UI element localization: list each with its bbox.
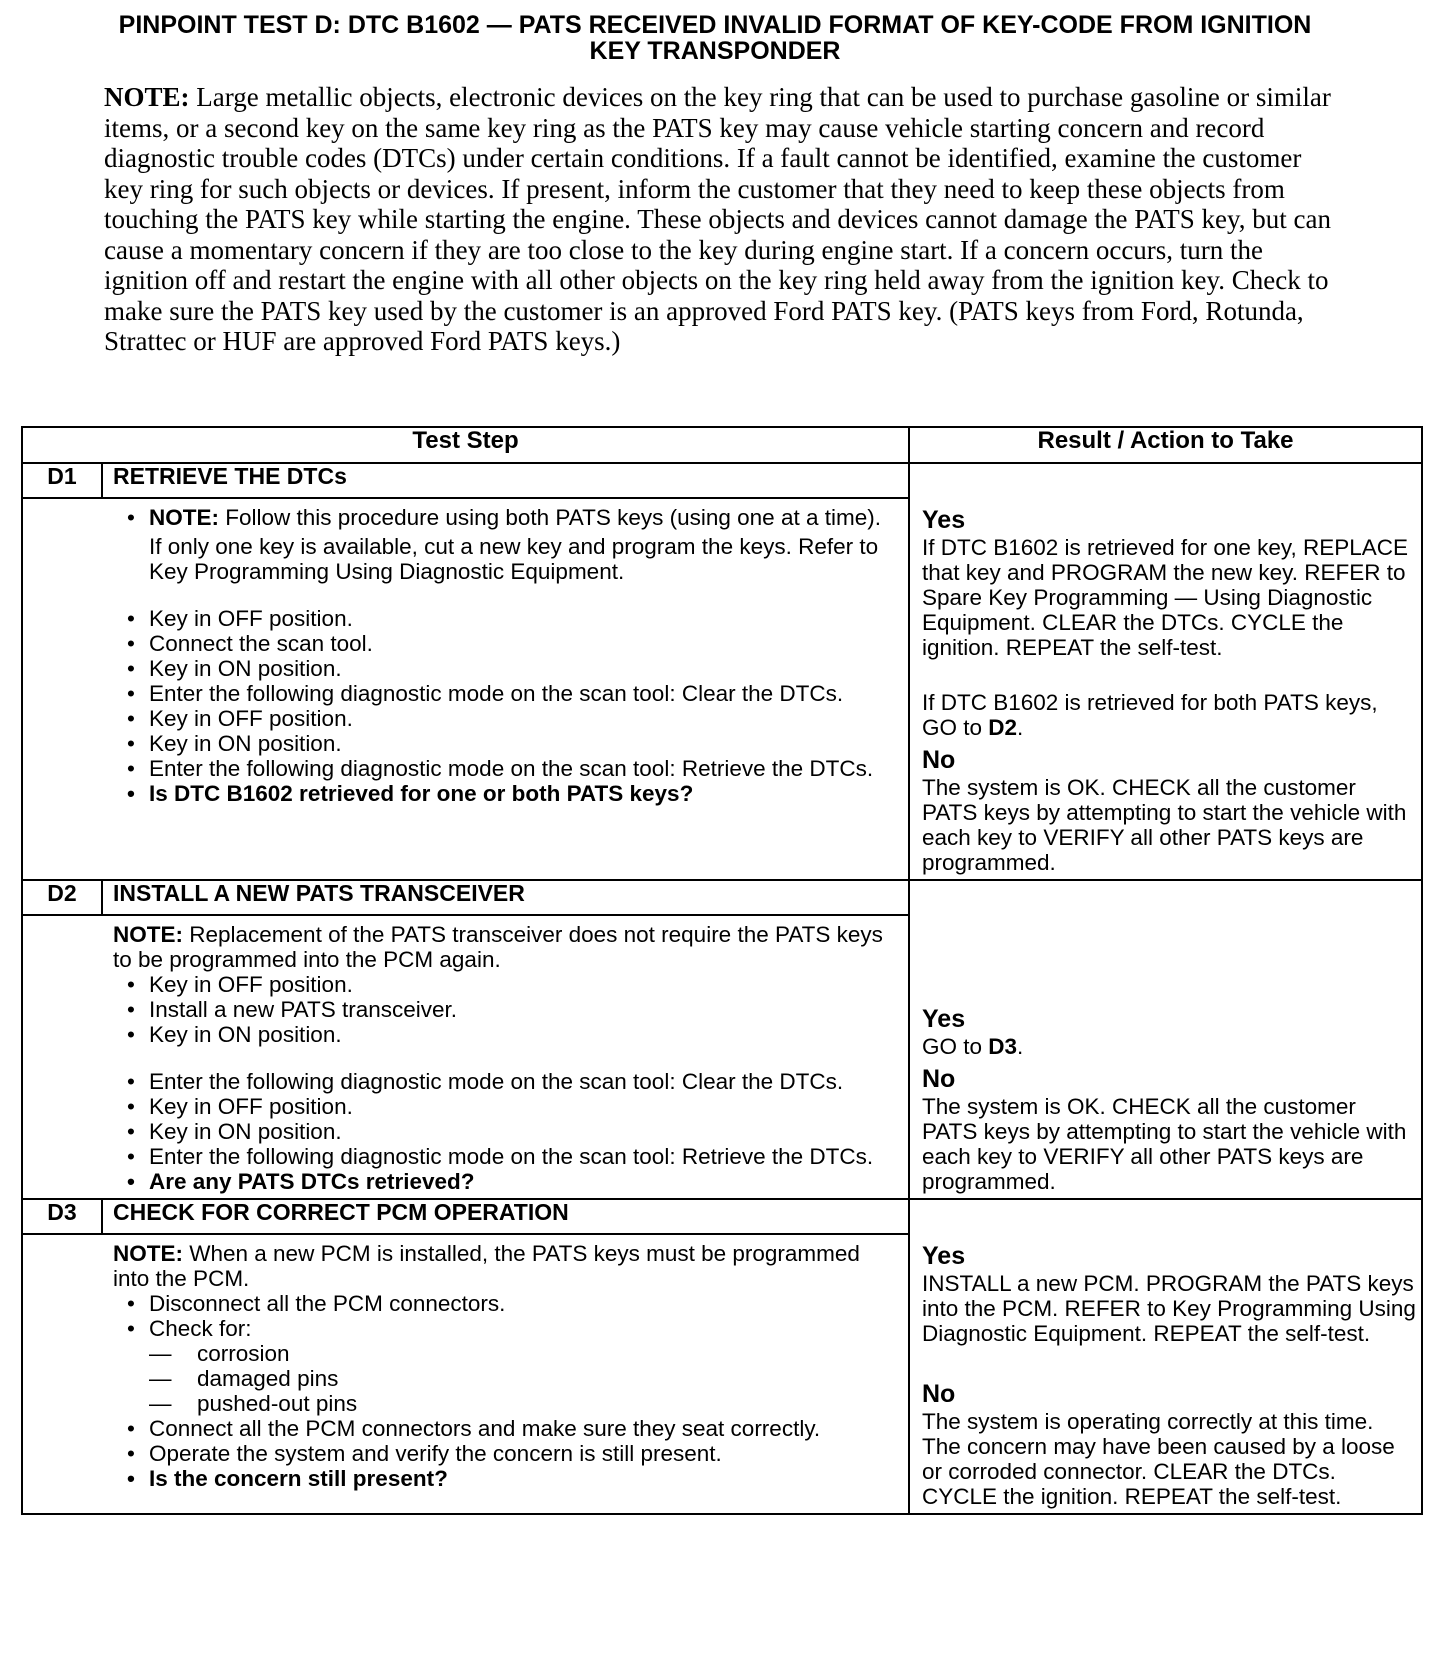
- pinpoint-test-table: [21, 426, 1423, 1515]
- step-number-d1: D1: [22, 463, 102, 498]
- step-number-d3: D3: [22, 1199, 102, 1234]
- result-d2-yes-text: GO to D3.: [922, 1034, 1024, 1059]
- d1-step-1: • Key in OFF position.: [127, 606, 353, 631]
- d2-step-4: • Enter the following diagnostic mode on the scan tool: Clear the DTCs.: [127, 1069, 844, 1094]
- result-d1-yes-text-2: If DTC B1602 is retrieved for both PATS keys, GO to D2.: [922, 690, 1378, 740]
- result-d1-yes-label: Yes: [922, 506, 966, 534]
- step-d2-body: [22, 915, 909, 1199]
- header-test-step: Test Step: [22, 427, 909, 463]
- step-title-d3: CHECK FOR CORRECT PCM OPERATION: [102, 1199, 909, 1234]
- step-d1-body: [22, 498, 909, 880]
- d1-step-3: • Key in ON position.: [127, 656, 342, 681]
- d3-check-pushed-out-pins: — pushed-out pins: [149, 1391, 358, 1416]
- result-d1-no-text: The system is OK. CHECK all the customer PATS keys by attempting to start the vehicle with each key to VERIFY all other PATS keys are programmed.: [922, 775, 1407, 875]
- d3-step-3: • Connect all the PCM connectors and make sure they seat correctly.: [127, 1416, 821, 1441]
- note-text: Large metallic objects, electronic devices on the key ring that can be used to purchase gasoline or similar items, or a second key on the same key ring as the PATS key may cause vehicle starting concern and record diagnostic trouble codes (DTCs) under certain conditions. If a fault cannot be identified, examine the customer key ring for such objects or devices. If present, inform the customer that they need to keep these objects from touching the PATS key while starting the engine. These objects and devices cannot damage the PATS key, but can cause a momentary concern if they are too close to the key during engine start. If a concern occurs, turn the ignition off and restart the engine with all other objects on the key ring held away from the ignition key. Check to make sure the PATS key used by the customer is an approved Ford PATS key. (PATS keys from Ford, Rotunda, Strattec or HUF are approved Ford PATS keys.): [104, 82, 1331, 356]
- header-result-action: Result / Action to Take: [909, 427, 1422, 463]
- intro-note: [104, 82, 1344, 357]
- result-d2-no-text: The system is OK. CHECK all the customer PATS keys by attempting to start the vehicle with each key to VERIFY all other PATS keys are programmed.: [922, 1094, 1407, 1194]
- d1-step-4: • Enter the following diagnostic mode on the scan tool: Clear the DTCs.: [127, 681, 844, 706]
- d2-step-2: • Install a new PATS transceiver.: [127, 997, 458, 1022]
- title-line-1: PINPOINT TEST D: DTC B1602 — PATS RECEIVED INVALID FORMAT OF KEY-CODE FROM IGNITION: [118, 11, 1312, 39]
- result-d3-yes-label: Yes: [922, 1242, 966, 1270]
- d1-note-continued: If only one key is available, cut a new key and program the keys. Refer to Key Programming Using Diagnostic Equipment.: [149, 534, 879, 584]
- d2-step-5: • Key in OFF position.: [127, 1094, 353, 1119]
- result-d1-no-label: No: [922, 746, 956, 774]
- d3-step-4: • Operate the system and verify the concern is still present.: [127, 1441, 722, 1466]
- d2-note: NOTE: Replacement of the PATS transceiver does not require the PATS keys to be programmed into the PCM again.: [113, 922, 883, 972]
- d1-step-5: • Key in OFF position.: [127, 706, 353, 731]
- step-d2-title-row: [22, 880, 1422, 915]
- result-d3-no-label: No: [922, 1380, 956, 1408]
- d1-step-2: • Connect the scan tool.: [127, 631, 373, 656]
- step-d3-body: [22, 1234, 909, 1514]
- d3-step-1: • Disconnect all the PCM connectors.: [127, 1291, 506, 1316]
- step-title-d2: INSTALL A NEW PATS TRANSCEIVER: [102, 880, 909, 915]
- d1-step-7: • Enter the following diagnostic mode on the scan tool: Retrieve the DTCs.: [127, 756, 874, 781]
- result-d1: [909, 463, 1422, 880]
- title-line-2: KEY TRANSPONDER: [589, 37, 841, 65]
- d3-check-corrosion: — corrosion: [149, 1341, 290, 1366]
- result-d2-yes-label: Yes: [922, 1005, 966, 1033]
- d3-check-damaged-pins: — damaged pins: [149, 1366, 339, 1391]
- step-d1-title-row: [22, 463, 1422, 498]
- table-header-row: [22, 427, 1422, 463]
- d1-step-6: • Key in ON position.: [127, 731, 342, 756]
- result-d3-yes-text: INSTALL a new PCM. PROGRAM the PATS keys into the PCM. REFER to Key Programming Using Diagnostic Equipment. REPEAT the self-test.: [922, 1271, 1416, 1346]
- page-title: [20, 12, 1410, 64]
- step-title-d1: RETRIEVE THE DTCs: [102, 463, 909, 498]
- result-d1-yes-text-1: If DTC B1602 is retrieved for one key, REPLACE that key and PROGRAM the new key. REFER to Spare Key Programming — Using Diagnostic Equipment. CLEAR the DTCs. CYCLE the ignition. REPEAT the self-test.: [922, 535, 1409, 660]
- d2-question: • Are any PATS DTCs retrieved?: [127, 1169, 475, 1194]
- result-d2: [909, 880, 1422, 1199]
- d3-question: • Is the concern still present?: [127, 1466, 448, 1491]
- step-d3-title-row: [22, 1199, 1422, 1234]
- d2-step-7: • Enter the following diagnostic mode on the scan tool: Retrieve the DTCs.: [127, 1144, 874, 1169]
- step-number-d2: D2: [22, 880, 102, 915]
- result-d3-no-text: The system is operating correctly at this time. The concern may have been caused by a loose or corroded connector. CLEAR the DTCs. CYCLE the ignition. REPEAT the self-test.: [922, 1409, 1395, 1509]
- d1-note: • NOTE: Follow this procedure using both PATS keys (using one at a time).: [127, 505, 881, 530]
- d2-step-1: • Key in OFF position.: [127, 972, 353, 997]
- result-d2-no-label: No: [922, 1065, 956, 1093]
- d2-step-3: • Key in ON position.: [127, 1022, 342, 1047]
- result-d3: [909, 1199, 1422, 1514]
- d1-question: • Is DTC B1602 retrieved for one or both PATS keys?: [127, 781, 694, 806]
- d3-note: NOTE: When a new PCM is installed, the PATS keys must be programmed into the PCM.: [113, 1241, 860, 1291]
- note-label: NOTE:: [104, 82, 190, 112]
- d3-step-2: • Check for:: [127, 1316, 252, 1341]
- d2-step-6: • Key in ON position.: [127, 1119, 342, 1144]
